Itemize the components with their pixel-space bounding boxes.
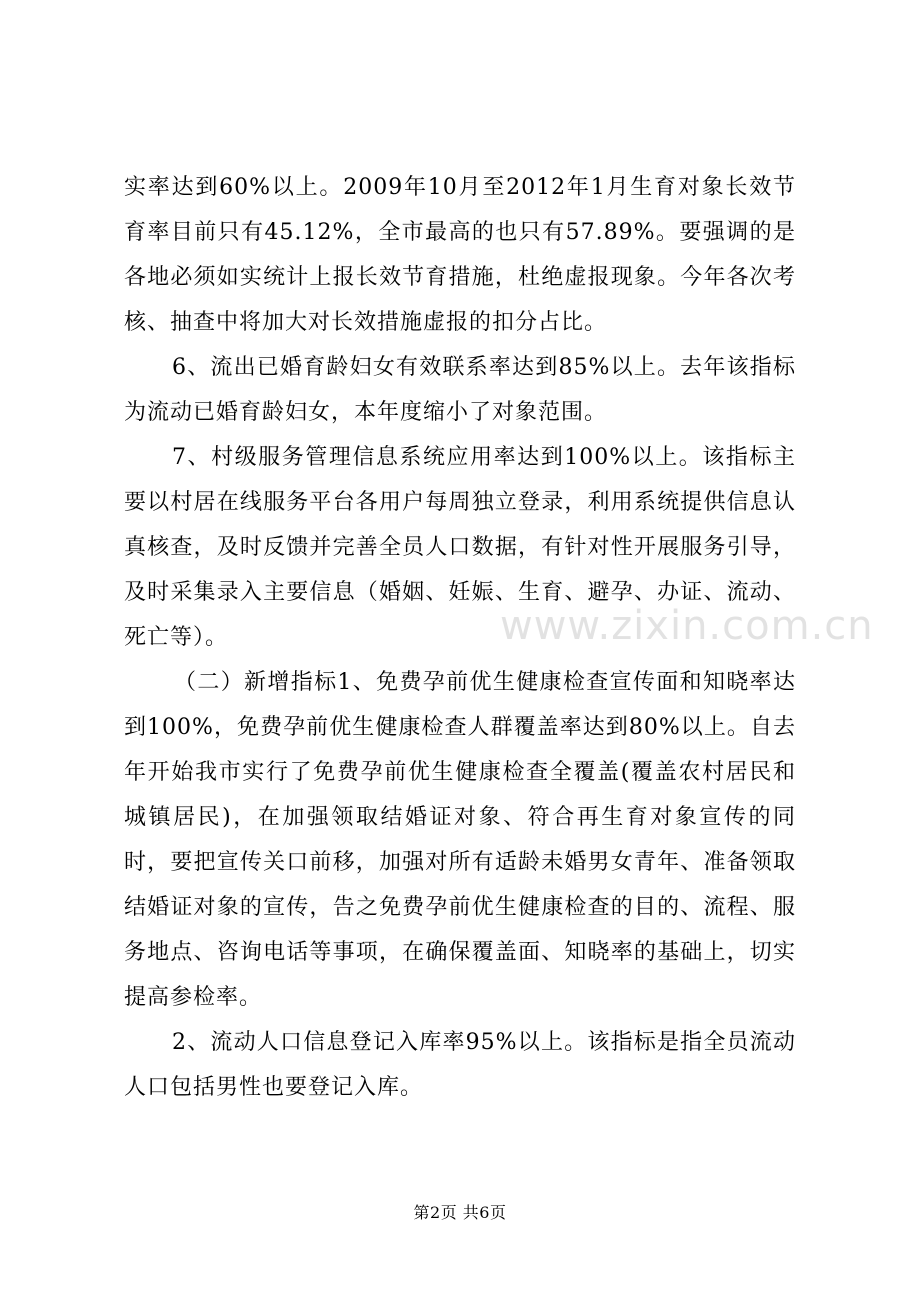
paragraph-5: 2、流动人口信息登记入库率95%以上。该指标是指全员流动人口包括男性也要登记入库。 (124, 1030, 796, 1100)
paragraph-4: （二）新增指标1、免费孕前优生健康检查宣传面和知晓率达到100%，免费孕前优生健康检查人群覆盖率达到80%以上。自去年开始我市实行了免费孕前优生健康检查全覆盖(覆盖农村居民和城镇居民)，在加强领取结婚证对象、符合再生育对象宣传的同时，要把宣传关口前移，加强对所有适龄未婚男女青年、准备领取结婚证对象的宣传，告之免费孕前优生健康检查的目的、流程、服务地点、咨询电话等事项，在确保覆盖面、知晓率的基础上，切实提高参检率。 (124, 670, 796, 1010)
paragraph-3: 7、村级服务管理信息系统应用率达到100%以上。该指标主要以村居在线服务平台各用户每周独立登录，利用系统提供信息认真核查，及时反馈并完善全员人口数据，有针对性开展服务引导，及时采集录入主要信息（婚姻、妊娠、生育、避孕、办证、流动、死亡等）。 (124, 445, 796, 650)
page-number-footer: 第2页 共6页 (413, 1203, 507, 1222)
paragraph-2: 6、流出已婚育龄妇女有效联系率达到85%以上。去年该指标为流动已婚育龄妇女，本年度缩小了对象范围。 (124, 355, 796, 425)
paragraph-1: 实率达到60%以上。2009年10月至2012年1月生育对象长效节育率目前只有45.12%，全市最高的也只有57.89%。要强调的是各地必须如实统计上报长效节育措施，杜绝虚报现象。今年各次考核、抽查中将加大对长效措施虚报的扣分占比。 (124, 175, 796, 335)
document-body (124, 165, 796, 1110)
watermark: www.zixin.com.cn (500, 603, 874, 649)
